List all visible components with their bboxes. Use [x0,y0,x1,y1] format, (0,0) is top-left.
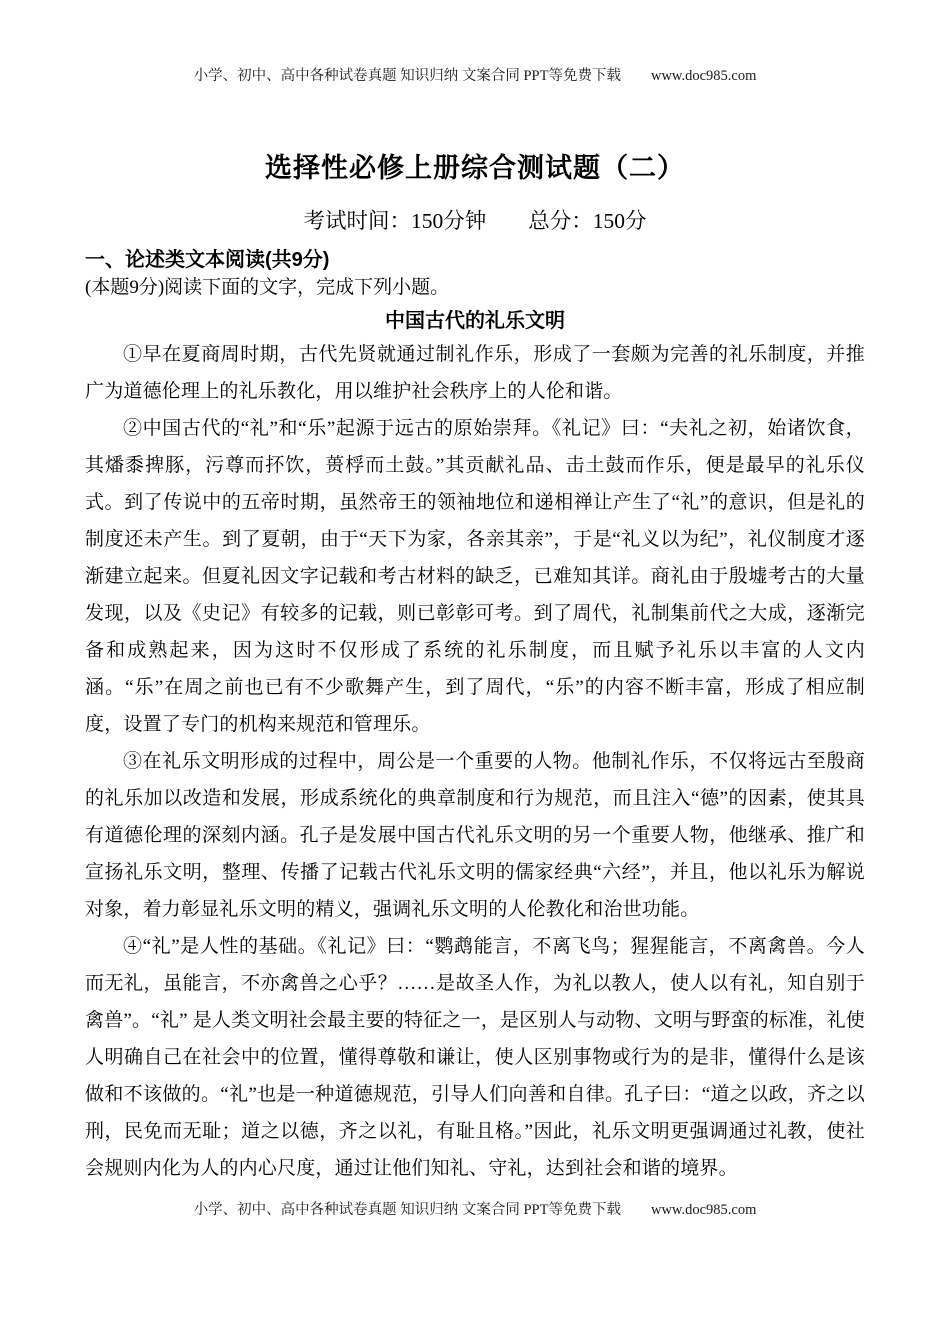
exam-total-score: 总分：150分 [528,209,647,233]
passage-title: 中国古代的礼乐文明 [385,310,565,332]
footer-site-url: www.doc985.com [650,1202,757,1218]
section-instruction: (本题9分)阅读下面的文字，完成下列小题。 [85,277,450,298]
exam-body [85,246,865,1187]
passage-paragraph-3: ③在礼乐文明形成的过程中，周公是一个重要的人物。他制礼作乐，不仅将远古至殷商的礼乐加以改造和发展，形成系统化的典章制度和行为规范，而且注入“德”的因素，使其具有道德伦理的深刻内涵。孔子是发展中国古代礼乐文明的另一个重要人物，他继承、推广和宣扬礼乐文明，整理、传播了记载古代礼乐文明的儒家经典“六经”，并且，他以礼乐为解说对象，着力彰显礼乐文明的精义，强调礼乐文明的人伦教化和治世功能。 [85,751,865,920]
footer-promo-text: 小学、初中、高中各种试卷真题 知识归纳 文案合同 PPT等免费下载 [193,1202,621,1218]
header-promo-text: 小学、初中、高中各种试卷真题 知识归纳 文案合同 PPT等免费下载 [193,68,621,84]
passage-paragraph-2: ②中国古代的“礼”和“乐”起源于远古的原始崇拜。《礼记》曰：“夫礼之初，始诸饮食，其燔黍捭豚，污尊而抔饮，蒉桴而土鼓。”其贡献礼品、击土鼓而作乐，便是最早的礼乐仪式。到了传说中的五帝时期，虽然帝王的领袖地位和递相禅让产生了“礼”的意识，但是礼的制度还未产生。到了夏朝，由于“天下为家，各亲其亲”，于是“礼义以为纪”，礼仪制度才逐渐建立起来。但夏礼因文字记载和考古材料的缺乏，已难知其详。商礼由于殷墟考古的大量发现，以及《史记》有较多的记载，则已彰彰可考。到了周代，礼制集前代之大成，逐渐完备和成熟起来，因为这时不仅形成了系统的礼乐制度，而且赋予礼乐以丰富的人文内涵。“乐”在周之前也已有不少歌舞产生，到了周代，“乐”的内容不断丰富，形成了相应制度，设置了专门的机构来规范和管理乐。 [85,418,865,735]
passage-paragraph-1: ①早在夏商周时期，古代先贤就通过制礼作乐，形成了一套颇为完善的礼乐制度，并推广为道德伦理上的礼乐教化，用以维护社会秩序上的人伦和谐。 [85,344,865,402]
page-header [0,64,950,85]
passage-paragraph-4: ④“礼”是人性的基础。《礼记》曰：“鹦鹉能言，不离飞鸟；猩猩能言，不离禽兽。今人而无礼，虽能言，不亦禽兽之心乎？……是故圣人作，为礼以教人，使人以有礼，知自别于禽兽”。“礼” 是人类文明社会最主要的特征之一，是区别人与动物、文明与野蛮的标准，礼使人明确自己在社会中的位置，懂得尊敬和谦让，使人区别事物或行为的是非，懂得什么是该做和不该做的。“礼”也是一种道德规范，引导人们向善和自律。孔子曰：“道之以政，齐之以刑，民免而无耻；道之以德，齐之以礼，有耻且格。”因此，礼乐文明更强调通过礼教，使社会规则内化为人的内心尺度，通过让他们知礼、守礼，达到社会和谐的境界。 [85,936,865,1179]
header-site-url: www.doc985.com [650,68,757,84]
section-heading: 一、论述类文本阅读(共9分) [85,249,330,271]
page-footer [0,1198,950,1219]
passage-text [85,336,865,1187]
exam-duration: 考试时间：150分钟 [303,209,487,233]
exam-title: 选择性必修上册综合测试题（二） [265,153,685,183]
exam-meta [0,204,950,235]
